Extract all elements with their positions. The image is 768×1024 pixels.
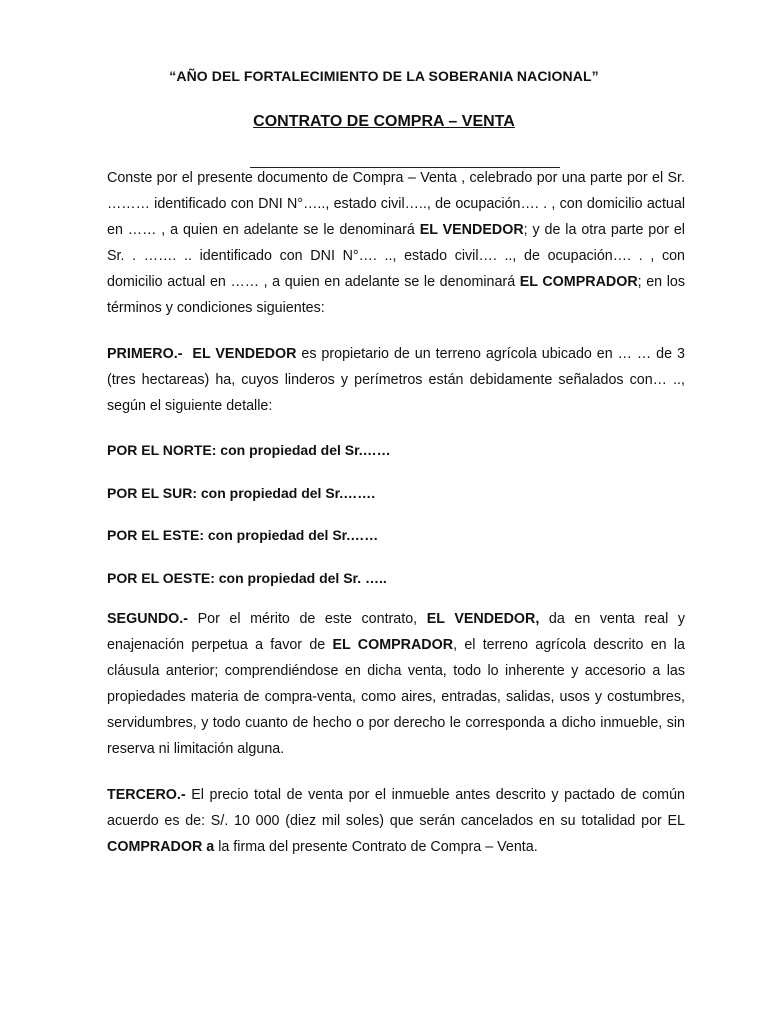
lindero-oeste: POR EL OESTE: con propiedad del Sr. ….. (107, 570, 387, 586)
intro-paragraph (107, 165, 685, 321)
clause-segundo (107, 606, 685, 762)
primero-party: EL VENDEDOR (192, 346, 297, 362)
primero-text: es propietario de un terreno agrícola ubicado en … … de 3 (tres hectareas) ha, cuyos linderos y perímetros están debidamente señalados con… .., según el siguiente detalle: (107, 346, 685, 414)
clause-tercero (107, 782, 685, 860)
segundo-label: SEGUNDO.- (107, 611, 189, 627)
lindero-norte: POR EL NORTE: con propiedad del Sr.…… (107, 442, 391, 458)
intro-text-1: Conste por el presente documento de Compra – Venta , celebrado por una parte por el Sr. ……… identificado con DNI N°….., estado civil….., de ocupación…. . , con domicilio actual en …… , a quien en adelante se le denominará (107, 170, 685, 238)
segundo-text-2: da en venta real y enajenación perpetua a favor de (107, 611, 685, 653)
intro-vendedor: EL VENDEDOR (419, 222, 524, 238)
lindero-este: POR EL ESTE: con propiedad del Sr.…… (107, 527, 379, 543)
contract-title: CONTRATO DE COMPRA – VENTA (253, 113, 515, 130)
tercero-label: TERCERO.- (107, 787, 186, 803)
segundo-text-1: Por el mérito de este contrato, (188, 611, 427, 627)
intro-comprador: EL COMPRADOR (519, 274, 638, 290)
segundo-vendedor: EL VENDEDOR, (426, 611, 540, 627)
tercero-text-2: la firma del presente Contrato de Compra – Venta. (214, 839, 538, 855)
lindero-sur: POR EL SUR: con propiedad del Sr.……. (107, 485, 376, 501)
primero-label: PRIMERO.- (107, 346, 183, 362)
segundo-comprador: EL COMPRADOR (332, 637, 454, 653)
intro-text-3: ; en los términos y condiciones siguientes: (107, 274, 686, 316)
year-motto: “AÑO DEL FORTALECIMIENTO DE LA SOBERANIA NACIONAL” (169, 68, 599, 84)
tercero-text-1: El precio total de venta por el inmueble antes descrito y pactado de común acuerdo es de: S/. 10 000 (diez mil soles) que serán cancelados en su totalidad por EL (107, 787, 685, 829)
intro-text-2: ; y de la otra parte por el Sr. . ……. .. identificado con DNI N°…. .., estado civil…. .., de ocupación…. . , con domicilio actual en …… , a quien en adelante se le denominará (107, 222, 685, 290)
segundo-text-3: , el terreno agrícola descrito en la cláusula anterior; comprendiéndose en dicha venta, todo lo inherente y accesorio a las propiedades materia de compra-venta, como aires, entradas, salidas, usos y costumbres, servidumbres, y todo cuanto de hecho o por derecho le corresponda a dicho inmueble, sin reserva ni limitación alguna. (107, 637, 686, 757)
clause-primero (107, 341, 685, 419)
tercero-comprador: COMPRADOR a (107, 839, 215, 855)
